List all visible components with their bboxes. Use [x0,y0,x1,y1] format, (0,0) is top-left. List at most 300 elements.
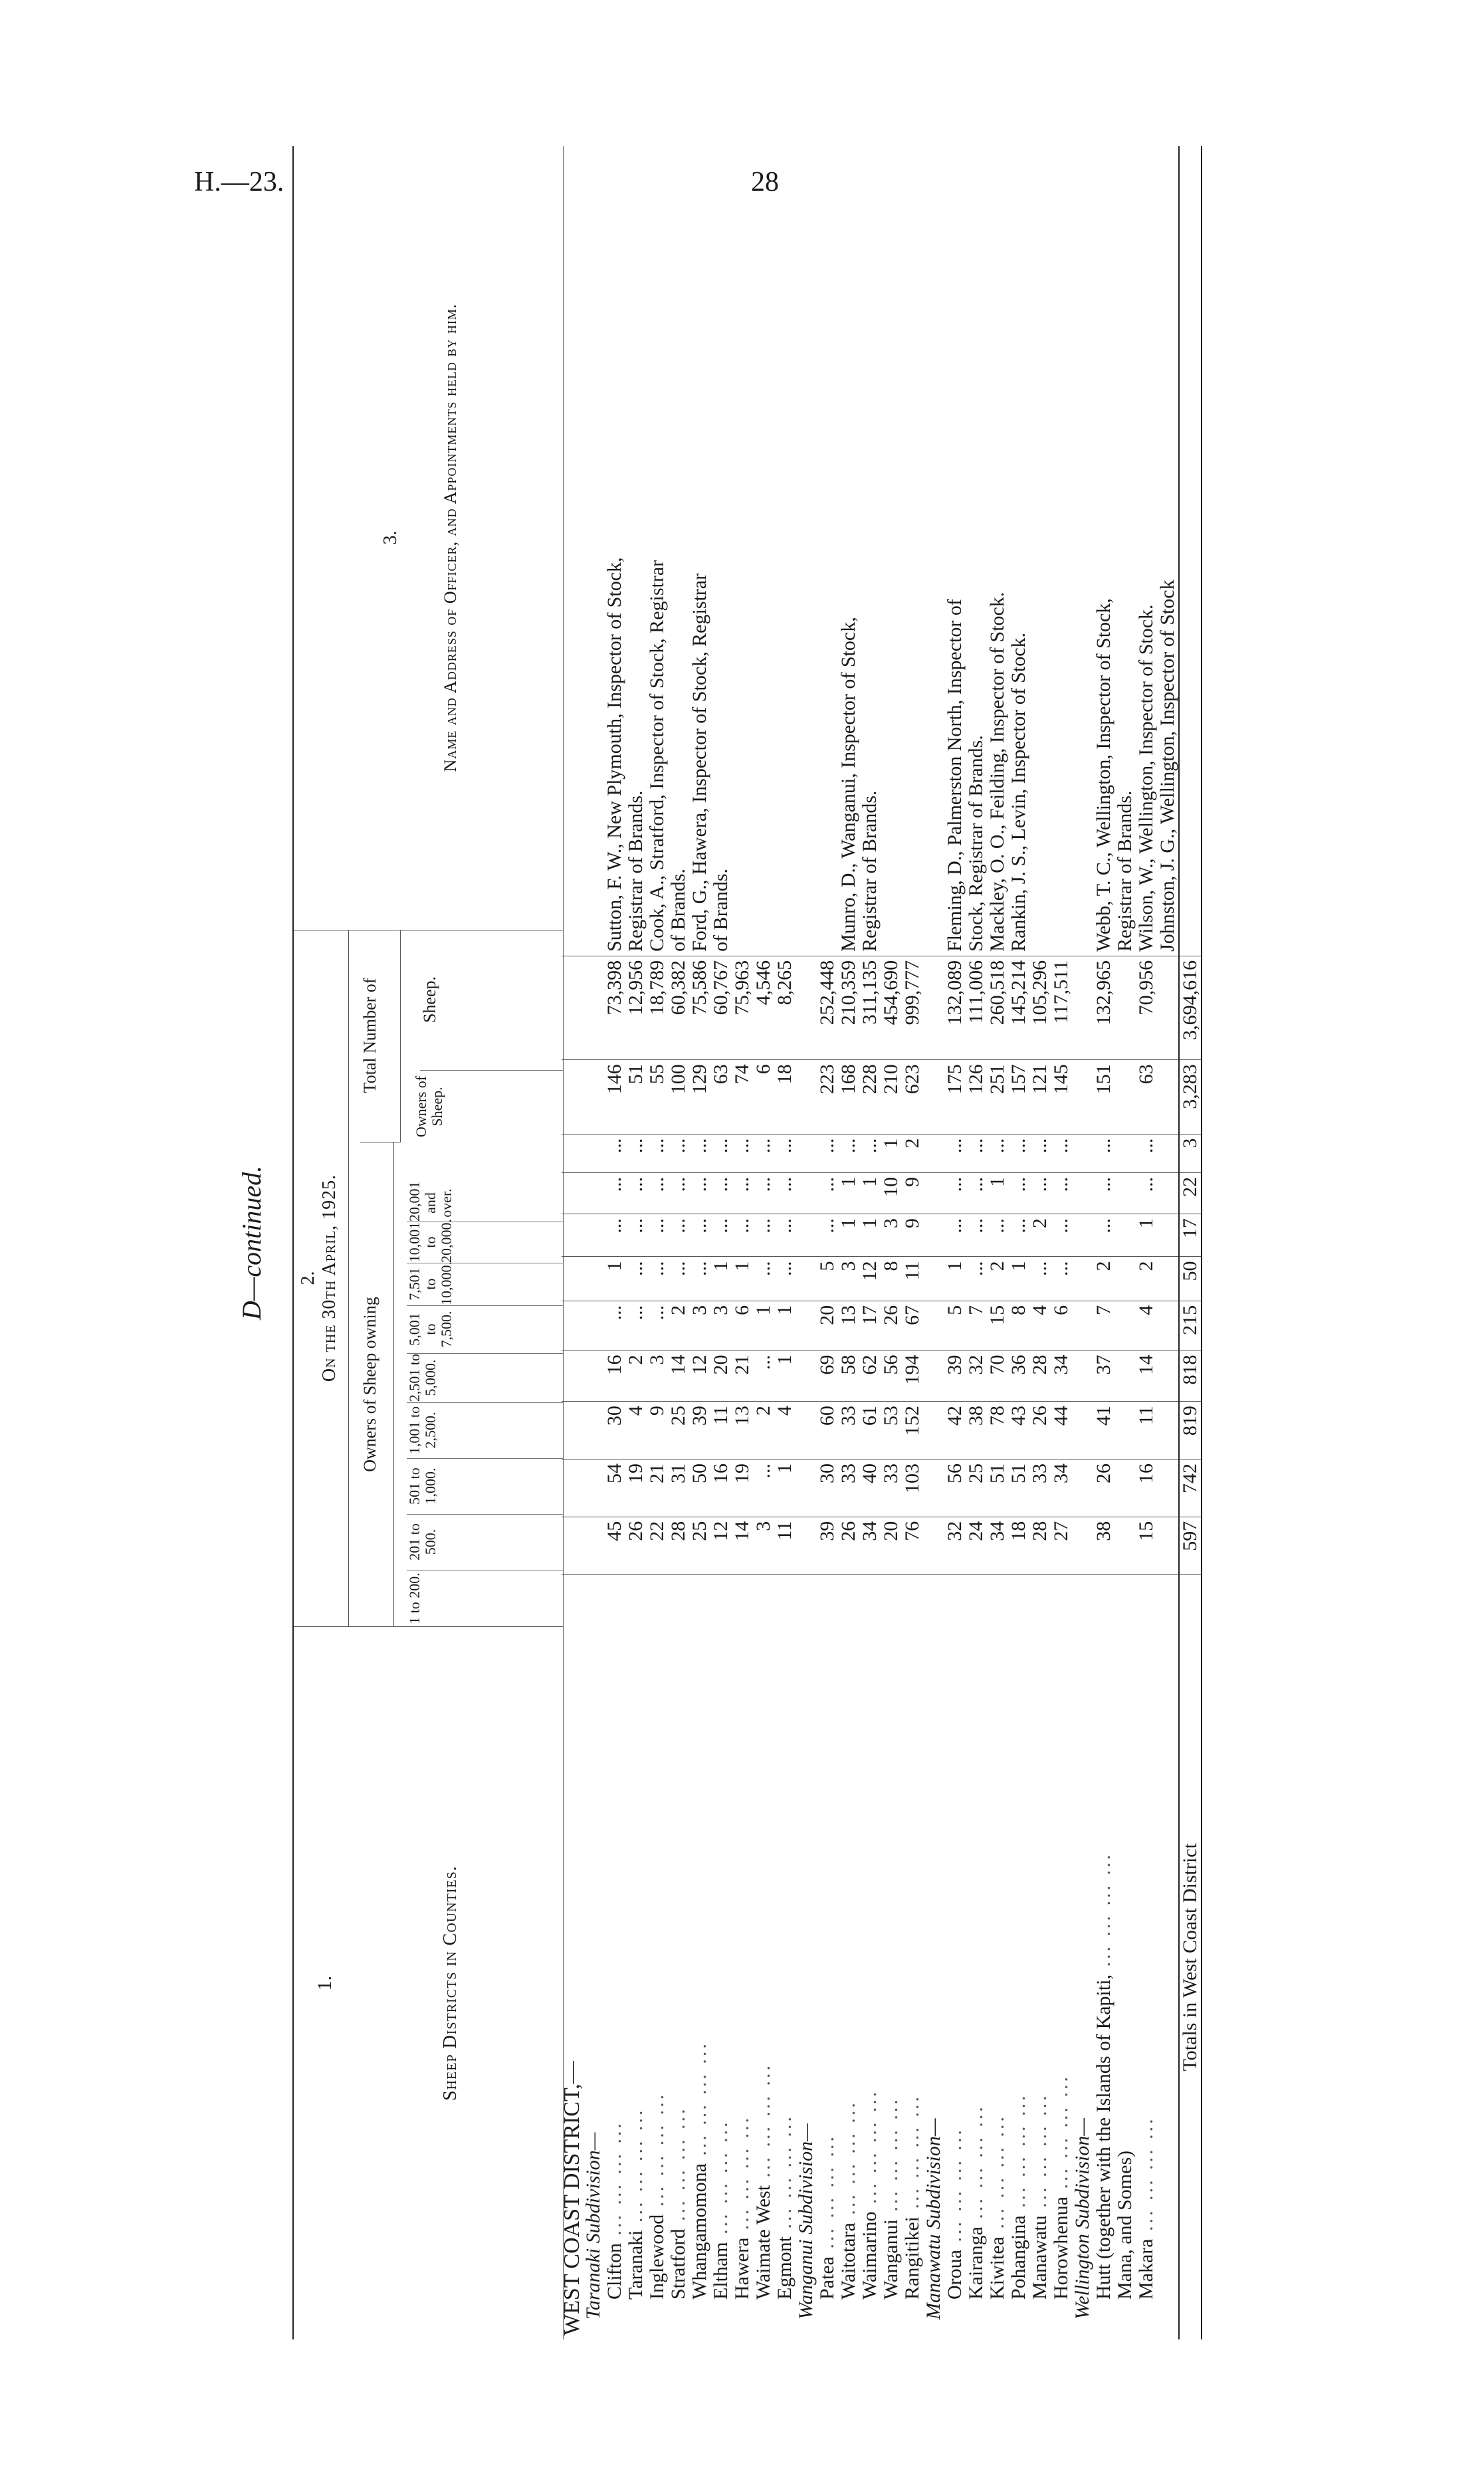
range-headers: 1 to 200. 201 to 500. 501 to 1,000. 1,001 to 2,500. 2,501 to 5,000. 5,001 to 7,500. 7,501 to 10,000. 10,001 to 20,000. 20,001 and over. [393,1142,563,1626]
range-cell [583,1214,604,1257]
total-range-cell: 22 [1179,1172,1202,1214]
subdivision-row [583,146,604,2339]
range-cell [795,1517,817,1574]
range-cell: 1 [710,1257,732,1301]
range-cell: ... [753,1214,774,1257]
row-label [1157,1574,1179,2339]
range-cell [562,1459,583,1517]
col3-number: 3. [380,530,401,545]
range-cell: ... [625,1257,647,1301]
leader-dots: ... ... ... ... [944,2127,966,2250]
leader-dots: ... ... ... ... [646,2092,668,2214]
sheep-col-label: Sheep. [420,929,563,1071]
range-cell: ... [625,1301,647,1350]
range-cell: ... [753,1459,774,1517]
district-name-text: Hutt (together with the Islands of Kapiti, [1093,1974,1114,2300]
range-cell [923,1134,944,1172]
range-cell: 37 [1093,1350,1114,1402]
range-cell [1072,1134,1093,1172]
officer-cell: Mackley, O. O., Feilding, Inspector of Stock. [987,146,1008,956]
range-cell: 58 [838,1350,859,1402]
district-name-text: Pohangina [1007,2215,1029,2300]
range-cell [795,1459,817,1517]
range-cell: 30 [604,1402,625,1459]
district-name [966,1574,987,2339]
sheep-cell: 999,777 [902,956,923,1059]
row-label: WEST COAST DISTRICT,— [560,2061,584,2335]
officer-cell: Munro, D., Wanganui, Inspector of Stock, [838,146,859,956]
owners-cell: 51 [625,1060,647,1134]
range-cell [562,1134,583,1172]
range-cell [583,1350,604,1402]
range-cell: 31 [668,1459,689,1517]
sheep-cell: 18,789 [647,956,668,1059]
table-row [604,146,625,2339]
range-cell: 24 [966,1517,987,1574]
leader-dots: ... ... ... ... [1135,2116,1157,2239]
range-cell: 20 [881,1517,902,1574]
totals-row [1179,146,1202,2339]
sheep-cell: 132,965 [1093,956,1114,1059]
district-name-text: Inglewood [646,2214,668,2300]
range-cell: 14 [668,1350,689,1402]
subdivision-row [923,146,944,2339]
sheep-cell: 60,382 [668,956,689,1059]
range-cell [583,1172,604,1214]
range-cell: 1 [881,1134,902,1172]
leader-dots: ... ... ... ... [667,2106,689,2229]
range-cell: ... [668,1257,689,1301]
range-cell: 8 [1008,1301,1029,1350]
range-cell: 3 [881,1214,902,1257]
range-cell: 22 [647,1517,668,1574]
range-cell [923,1459,944,1517]
range-cell: 44 [1051,1402,1072,1459]
district-name [1114,1574,1136,2339]
range-cell: 12 [689,1350,710,1402]
range-cell: 10 [881,1172,902,1214]
officer-cell [817,146,838,956]
officer-cell [753,146,774,956]
range-cell: 53 [881,1402,902,1459]
sheep-cell: 260,518 [987,956,1008,1059]
range-cell [562,1301,583,1350]
range-cell: 2 [625,1350,647,1402]
range-cell: 3 [838,1257,859,1301]
range-cell: 69 [817,1350,838,1402]
range-cell: 28 [668,1517,689,1574]
range-cell [583,1257,604,1301]
leader-dots: ... ... ... ... [986,2114,1008,2237]
owners-cell: 63 [710,1060,732,1134]
range-cell: ... [668,1134,689,1172]
range-cell: ... [732,1134,753,1172]
range-cell [1114,1350,1136,1402]
range-cell [1114,1517,1136,1574]
range-cell [562,1172,583,1214]
range-cell: ... [625,1172,647,1214]
officer-cell [795,146,817,956]
officer-cell: Cook, A., Stratford, Inspector of Stock, Registrar [647,146,668,956]
sheep-cell [923,956,944,1059]
range-cell: 12 [859,1257,881,1301]
range-cell: 38 [1093,1517,1114,1574]
owners-group-label: Owners of Sheep owning [360,1297,379,1472]
range-cell [1072,1172,1093,1214]
range-cell [1114,1257,1136,1301]
sheep-cell: 60,767 [710,956,732,1059]
range-cell: ... [625,1134,647,1172]
district-name-text: Whangamomona [689,2163,710,2300]
range-cell: ... [1136,1172,1157,1214]
table-row [1136,146,1157,2339]
range-cell: ... [668,1214,689,1257]
table-title: D—continued. [237,1165,266,1321]
range-cell: 32 [944,1517,966,1574]
range-cell: 25 [689,1517,710,1574]
col3-header [294,146,563,930]
range-cell: 34 [1051,1459,1072,1517]
range-cell: 11 [1136,1402,1157,1459]
range-cell: 1 [732,1257,753,1301]
owners-cell: 228 [859,1060,881,1134]
range-cell: ... [689,1257,710,1301]
range-cell: 1 [859,1172,881,1214]
range-cell [1072,1402,1093,1459]
owners-cell: 151 [1093,1060,1114,1134]
district-name [987,1574,1008,2339]
range-cell: 1 [859,1214,881,1257]
range-cell: 39 [817,1517,838,1574]
range-cell: ... [604,1134,625,1172]
leader-dots: ... ... ... ... [774,2114,795,2236]
range-cell: ... [817,1214,838,1257]
row-label: Taranaki Subdivision— [582,2132,604,2319]
district-name [732,1574,753,2339]
officer-cell: Rankin, J. S., Levin, Inspector of Stock. [1008,146,1029,956]
range-cell: 14 [732,1517,753,1574]
table-row [1008,146,1029,2339]
range-cell: 27 [1051,1517,1072,1574]
leader-dots: ... ... ... ... [816,2134,838,2257]
total-range-cell: 818 [1179,1350,1202,1402]
range-cell: ... [647,1214,668,1257]
range-cell [795,1214,817,1257]
officer-cell: Wilson, W., Wellington, Inspector of Stock. [1136,146,1157,956]
subdivision-row [1072,146,1093,2339]
officer-cell [562,146,583,956]
row-label: Wellington Subdivision— [1071,2117,1093,2319]
range-cell [1157,1459,1179,1517]
district-row [562,146,583,2339]
range-cell [1157,1402,1179,1459]
sheep-cell: 252,448 [817,956,838,1059]
range-cell: ... [689,1134,710,1172]
totals-label: Totals in West Coast District [1179,1574,1202,2339]
range-cell: 33 [881,1459,902,1517]
range-cell: 60 [817,1402,838,1459]
range-cell [923,1214,944,1257]
table-row [668,146,689,2339]
owners-cell: 210 [881,1060,902,1134]
district-name-text: Kairanga [965,2226,987,2300]
range-cell: 34 [1051,1350,1072,1402]
sheep-cell [1157,956,1179,1059]
owners-cell: 251 [987,1060,1008,1134]
officer-cell: Registrar of Brands. [625,146,647,956]
leader-dots: ... ... ... ... [1007,2093,1029,2216]
range-cell: ... [647,1301,668,1350]
district-name [625,1574,647,2339]
range-cell: ... [774,1172,795,1214]
district-name-text: Rangitikei [901,2216,923,2300]
district-name [604,1574,625,2339]
range-cell: 19 [625,1459,647,1517]
range-cell: ... [732,1172,753,1214]
district-name [1093,1574,1114,2339]
range-cell: 19 [732,1459,753,1517]
range-cell: ... [859,1134,881,1172]
district-name-text: Manawatu [1029,2215,1051,2300]
sheep-cell [795,956,817,1059]
district-name [710,1574,732,2339]
table-row [987,146,1008,2339]
range-cell [1157,1257,1179,1301]
range-cell [1157,1350,1179,1402]
district-name-text: Eltham [710,2242,732,2300]
range-cell: ... [1093,1214,1114,1257]
leader-dots: ... ... ... ... [1093,1852,1114,1975]
owners-cell [795,1060,817,1134]
total-range-cell: 50 [1179,1257,1202,1301]
officer-cell: Fleming, D., Palmerston North, Inspector of [944,146,966,956]
range-cell: 61 [859,1402,881,1459]
table-row [944,146,966,2339]
row-label: Manawatu Subdivision— [922,2118,944,2319]
owners-cell: 145 [1051,1060,1072,1134]
district-name [859,1574,881,2339]
leader-dots: ... ... ... ... [880,2097,902,2220]
range-cell: 1 [774,1301,795,1350]
leader-dots: ... ... ... ... [837,2100,859,2223]
range-cell: 32 [966,1350,987,1402]
officer-cell: of Brands. [710,146,732,956]
col2-header [294,930,563,1627]
sheep-cell: 210,359 [838,956,859,1059]
range-cell: 11 [902,1257,923,1301]
range-cell: 25 [966,1459,987,1517]
range-cell: 33 [838,1402,859,1459]
range-cell: 2 [1136,1257,1157,1301]
range-cell: 2 [987,1257,1008,1301]
sheep-cell: 73,398 [604,956,625,1059]
range-cell: 11 [774,1517,795,1574]
range-cell: 56 [881,1350,902,1402]
officer-cell: Webb, T. C., Wellington, Inspector of Stock, [1093,146,1114,956]
range-cell: 6 [1051,1301,1072,1350]
table-row [753,146,774,2339]
range-cell: ... [668,1172,689,1214]
sheep-cell: 12,956 [625,956,647,1059]
leader-dots: ... ... ... ... [710,2119,732,2242]
range-cell: 21 [647,1459,668,1517]
range-cell: 9 [902,1214,923,1257]
leader-dots: ... ... ... ... [752,2062,774,2185]
officer-cell [774,146,795,956]
range-cell: 1 [774,1459,795,1517]
district-name-text: Clifton [603,2242,625,2300]
range-cell: ... [753,1172,774,1214]
range-cell [923,1402,944,1459]
table-row [689,146,710,2339]
range-cell: 3 [753,1517,774,1574]
range-cell [1072,1214,1093,1257]
officer-cell: Ford, G., Hawera, Inspector of Stock, Registrar [689,146,710,956]
district-name-text: Stratford [667,2228,689,2300]
range-cell: 14 [1136,1350,1157,1402]
range-cell: ... [604,1301,625,1350]
table-row [881,146,902,2339]
page-number: 28 [751,167,779,197]
table-row [1093,146,1114,2339]
district-name-text: Waimarino [859,2211,881,2300]
range-cell: 2 [902,1134,923,1172]
range-cell [1157,1214,1179,1257]
range-cell [795,1402,817,1459]
subdivision-row [795,146,817,2339]
range-cell: 1 [987,1172,1008,1214]
district-name-text: Horowhenua [1050,2197,1072,2300]
sheep-cell [1114,956,1136,1059]
range-cell: 39 [689,1402,710,1459]
table-row [647,146,668,2339]
officer-cell [583,146,604,956]
range-cell: 26 [881,1301,902,1350]
district-name [753,1574,774,2339]
range-cell: 26 [1029,1402,1051,1459]
officer-cell [1072,146,1093,956]
range-cell: 56 [944,1459,966,1517]
range-cell: ... [774,1214,795,1257]
officer-cell [1179,146,1202,956]
total-sheep-cell: 3,694,616 [1179,956,1202,1059]
district-name-text: Patea [816,2256,838,2300]
range-cell: ... [774,1134,795,1172]
district-name [817,1574,838,2339]
range-cell: 6 [732,1301,753,1350]
range-cell: ... [1029,1172,1051,1214]
range-cell: 50 [689,1459,710,1517]
range-cell: ... [647,1134,668,1172]
range-cell: 20 [817,1301,838,1350]
sheep-cell: 70,956 [1136,956,1157,1059]
range-cell [562,1350,583,1402]
range-cell: ... [944,1134,966,1172]
district-name [944,1574,966,2339]
range-cell: ... [604,1172,625,1214]
range-cell [1072,1350,1093,1402]
officer-cell [1051,146,1072,956]
range-cell: ... [944,1214,966,1257]
range-cell: 34 [859,1517,881,1574]
col3-title: Name and Address of Officer, and Appointments held by him. [441,303,460,772]
range-cell: ... [710,1172,732,1214]
range-cell: 12 [710,1517,732,1574]
col1-number: 1. [314,1975,336,1991]
range-cell: ... [1051,1134,1072,1172]
range-cell: 41 [1093,1402,1114,1459]
range-cell: ... [753,1134,774,1172]
range-cell: ... [689,1172,710,1214]
range-cell: ... [774,1257,795,1301]
table-row [732,146,753,2339]
range-cell: 15 [1136,1517,1157,1574]
range-cell: 1 [1008,1257,1029,1301]
range-cell: ... [1008,1134,1029,1172]
leader-dots: ... ... ... ... [859,2089,881,2212]
range-cell: 4 [625,1402,647,1459]
page-reference: H.—23. [194,167,284,197]
range-cell [795,1257,817,1301]
range-cell [1072,1459,1093,1517]
range-cell [923,1257,944,1301]
range-cell: ... [732,1214,753,1257]
owners-cell: 175 [944,1060,966,1134]
range-cell [1114,1134,1136,1172]
range-cell: ... [753,1350,774,1402]
owners-cell [583,1060,604,1134]
leader-dots: ... ... ... ... [1050,2074,1072,2197]
range-cell: 7 [1093,1301,1114,1350]
range-cell: 2 [753,1402,774,1459]
range-cell: ... [1051,1172,1072,1214]
range-cell: 5 [944,1301,966,1350]
range-cell: 33 [838,1459,859,1517]
total-owners-cell: 3,283 [1179,1060,1202,1134]
range-cell: 34 [987,1517,1008,1574]
range-cell: ... [1029,1257,1051,1301]
owners-cell: 18 [774,1060,795,1134]
range-cell: ... [817,1172,838,1214]
district-name [1051,1574,1072,2339]
table-row [1029,146,1051,2339]
range-cell: ... [647,1257,668,1301]
district-name-text: Waitotara [837,2222,859,2300]
range-cell [1157,1172,1179,1214]
total-range-cell: 17 [1179,1214,1202,1257]
officer-cell [923,146,944,956]
owners-cell [1072,1060,1093,1134]
range-cell [1114,1402,1136,1459]
district-name-text: Taranaki [625,2230,647,2300]
range-cell: ... [1051,1214,1072,1257]
range-cell: 20 [710,1350,732,1402]
range-cell: 3 [710,1301,732,1350]
range-cell: 1 [838,1172,859,1214]
district-name [838,1574,859,2339]
range-cell: 28 [1029,1350,1051,1402]
range-cell [1157,1134,1179,1172]
range-cell [795,1172,817,1214]
range-cell: 1 [604,1257,625,1301]
officer-cell [1029,146,1051,956]
table-row [838,146,859,2339]
col1-title: Sheep Districts in Counties. [440,1866,461,2101]
district-name [647,1574,668,2339]
range-cell: 2 [1093,1257,1114,1301]
table-row [774,146,795,2339]
owners-cell: 55 [647,1060,668,1134]
